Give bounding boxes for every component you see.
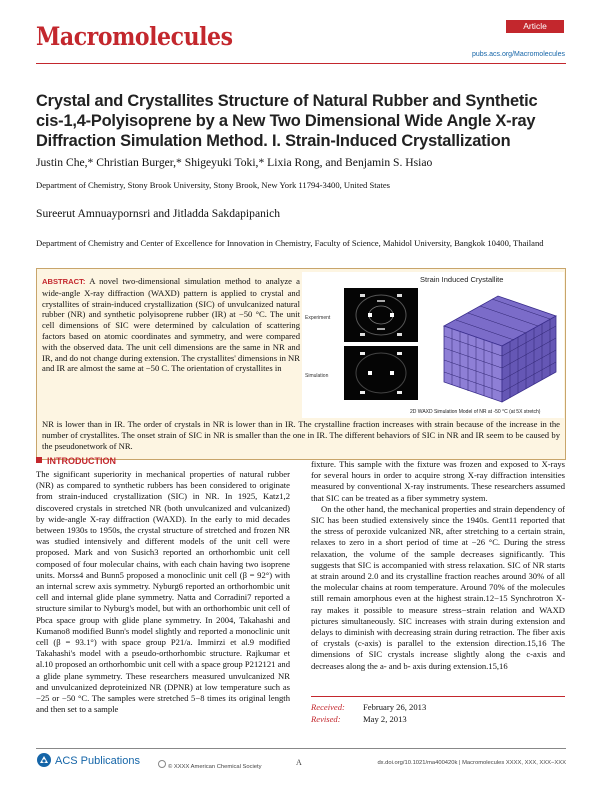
article-type-badge: Article <box>506 20 564 33</box>
abstract-body: A novel two-dimensional simulation method to analyze a wide-angle X-ray diffraction (WAXD) pattern is applied to crystal and crystallites of strain-induced crystallization (SIC) of unvulcanized natural rubber (NR) and synthetic polyisoprene rubber (IR) at −50 °C. The unit cell dimensions of SIC were determined by calculation of scattering factors based on atomic coordinates and symmetry, and were compared with the observed data. The unit cell dimensions are the same in NR and IR, and do not change during extension. The crystallites' dimensions in NR and IR are almost the same at −50 C. The orientation of crystallites in <box>42 276 300 374</box>
journal-url[interactable]: pubs.acs.org/Macromolecules <box>472 51 565 58</box>
acs-logo-icon <box>36 752 52 768</box>
received-date: February 26, 2013 <box>363 702 427 712</box>
doi-line[interactable]: dx.doi.org/10.1021/ma400420k | Macromolecules XXXX, XXX, XXX−XXX <box>377 760 566 766</box>
experiment-pattern <box>344 288 418 342</box>
affiliation: Department of Chemistry, Stony Brook University, Stony Brook, New York 11794-3400, United States <box>36 180 390 190</box>
label-simulation: Simulation <box>305 373 329 379</box>
simulation-pattern <box>344 346 418 400</box>
copyright: © XXXX American Chemical Society <box>158 760 262 770</box>
section-heading <box>36 456 116 466</box>
received-dates <box>311 701 565 725</box>
label-experiment: Experiment <box>305 315 331 321</box>
header-rule <box>36 63 566 64</box>
revised-label: Revised: <box>311 714 341 724</box>
intro-paragraph-2: On the other hand, the mechanical properties and strain dependency of SIC has been studied extensively since the 1940s. Gent11 reported that the stress of peroxide vulcanized NR, after stretching to a certain strain, relaxes to zero in a short period of time at −26 °C. During the stress relaxation, the volume of the sample decreases significantly. This suggests that SIC is accompanied with stress relaxation. SIC of NR starts at strain around 2.0 and its crystalline fraction reaches around 30% of all the molecular chains at room temperature. Around 70% of the molecules still remain amorphous even at the highest strain.12−15 Synchrotron X-ray makes it possible to measure stress−strain relation and WAXD pictures simultaneously. SIC increases with strain during extension and delays to diminish with decreasing strain during retraction. The fiber axis of crystals (c-axis) is parallel to the extension direction.15,16 The dimensions of SIC crystals increase slightly along the c-axis and decreases along the a- and b- axis during extension.15,16 <box>311 503 565 671</box>
footer-rule <box>36 748 566 749</box>
section-square-icon <box>36 457 42 463</box>
journal-title: Macromolecules <box>36 22 233 51</box>
intro-column-left: The significant superiority in mechanical properties of natural rubber (NR) as compared to synthetic rubbers has been considered to originate from strain-induced crystallization (SIC) in NR. In 1925, Katz1,2 discovered crystals in stretched NR (both unvulcanized and vulcanized) by wide-angle X-ray diffraction (WAXD). In the early to mid decades between 1930s to 1950s, the crystal structure of stretched and frozen NR was studied intensively and different models of the unit cell were proposed. Mark and von Susich3 reported an orthorhombic unit cell composed of four molecular chains, with each chain having two isoprene units. Morss4 and Bunn5 proposed a monoclinic unit cell (β = 92°) with an internal screw axis symmetry. Nyburg6 reported an orthorhombic unit cell and internal glide plane symmetry. Natta and Corradini7 reported a structure similar to Nyburg's model, but with an orthorhombic unit cell of Pbca space group with glide plane symmetry. In 2004, Takahashi and Kumano8 modified Bunn's model slightly and reported a monoclinic unit cell (β = 93.1°) with space group P21/a. Immirzi et al.9 modified Takahashi's model with a pseudo-orthorhombic structure. Rajkumar et al.10 proposed an orthorhombic unit cell with a space group P212121 and a glide plane symmetry. These researchers measured unvulcanized NR and unvulcanized deproteinized NR (DPNR) at low temperature such as −25 or −50 °C. The samples were stretched 5−8 times its original length and then set to a sample <box>36 469 290 715</box>
author-list-2: Sureerut Amnuaypornsri and Jitladda Sakdapipanich <box>36 207 281 220</box>
acs-logo <box>36 752 140 768</box>
introduction-heading: INTRODUCTION <box>47 456 116 466</box>
publisher-name: ACS Publications <box>55 755 140 767</box>
toc-graphic <box>302 272 564 418</box>
crystallite-model <box>444 296 556 402</box>
intro-column-right <box>311 459 565 672</box>
intro-paragraph-1: fixture. This sample with the fixture was frozen and exposed to X-rays for several hours in order to acquire strong X-ray diffraction intensities measured by conventional X-ray instruments. These researchers assumed that SIC can be treated as a fiber symmetry system. <box>311 459 565 503</box>
received-label: Received: <box>311 702 345 712</box>
revised-date: May 2, 2013 <box>363 714 407 724</box>
article-title: Crystal and Crystallites Structure of Natural Rubber and Synthetic cis-1,4-Polyisoprene by a New Two Dimensional Wide Angle X-ray Diffraction Simulation Method. I. Strain-Induced Crystallization <box>36 92 538 150</box>
graphic-caption: 2D WAXD Simulation Model of NR at -50 °C (at 5X stretch) <box>410 409 541 415</box>
page-number: A <box>296 758 302 767</box>
graphic-title: Strain Induced Crystallite <box>420 275 504 284</box>
author-list: Justin Che,* Christian Burger,* Shigeyuki Toki,* Lixia Rong, and Benjamin S. Hsiao <box>36 156 433 169</box>
abstract-label: ABSTRACT: <box>42 277 86 286</box>
abstract-text-continued: NR is lower than in IR. The order of crystals in NR is lower than in IR. The crystalline fraction increases with strain because of the increase in the number of crystallites. The onset strain of SIC in NR is smaller than the one in IR. The different behaviors of SIC in NR and IR seem to be caused by the pseudonetwork of NR. <box>42 419 560 451</box>
abstract-text <box>42 276 300 374</box>
received-rule <box>311 696 565 697</box>
toc-graphic-svg <box>302 272 564 418</box>
copyright-icon <box>158 760 166 768</box>
affiliation-2: Department of Chemistry and Center of Excellence for Innovation in Chemistry, Faculty of Science, Mahidol University, Bangkok 10400, Thailand <box>36 238 544 248</box>
